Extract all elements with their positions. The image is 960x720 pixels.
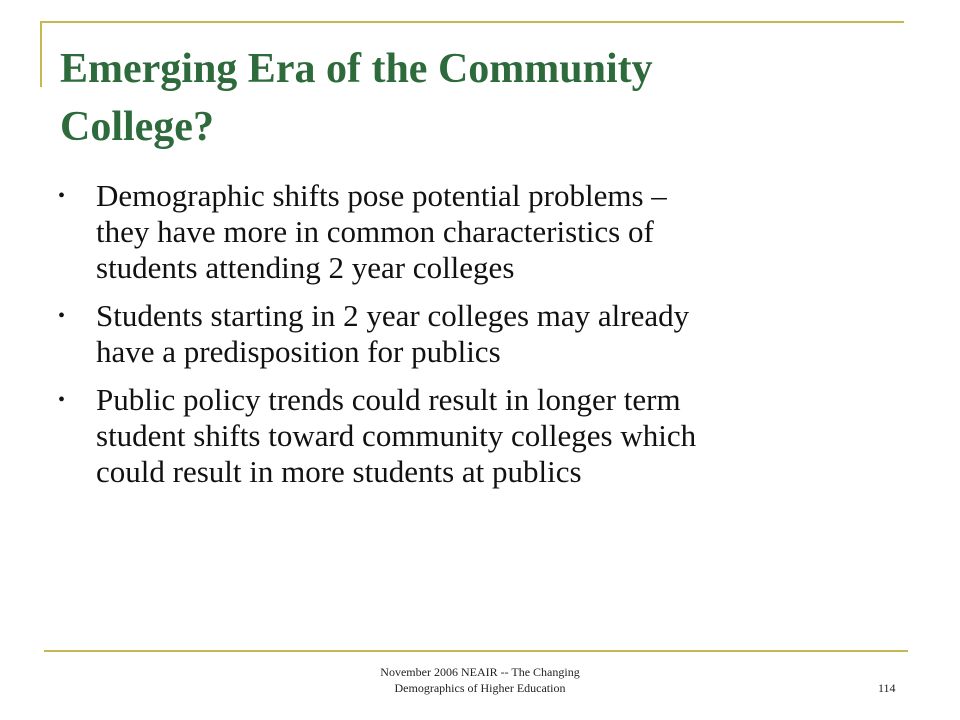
bullet-icon: • (58, 185, 66, 207)
slide-title-line-1: Emerging Era of the Community (60, 46, 653, 92)
bullet-text-line: they have more in common characteristics of (96, 214, 654, 249)
bullet-text-line: students attending 2 year colleges (96, 250, 515, 285)
top-divider (40, 21, 904, 23)
slide-title (60, 40, 920, 156)
bullet-item (58, 298, 908, 370)
slide-title-line-2: College? (60, 104, 214, 150)
bullet-item (58, 178, 908, 286)
bullet-text-line: Public policy trends could result in longer term (96, 382, 681, 417)
footer-line-2: Demographics of Higher Education (394, 681, 566, 695)
bullet-text-line: student shifts toward community colleges which (96, 418, 697, 453)
bottom-divider (44, 650, 908, 652)
bullet-text-line: Demographic shifts pose potential problems – (96, 178, 667, 213)
bullet-list (58, 178, 908, 502)
bullet-text-line: have a predisposition for publics (96, 334, 501, 369)
footer-caption (330, 664, 630, 696)
bullet-text-line: could result in more students at publics (96, 454, 582, 489)
bullet-item (58, 382, 908, 490)
bullet-icon: • (58, 305, 66, 327)
bullet-icon: • (58, 389, 66, 411)
footer-line-1: November 2006 NEAIR -- The Changing (380, 665, 580, 679)
bullet-text-line: Students starting in 2 year colleges may already (96, 298, 690, 333)
left-divider (40, 21, 42, 87)
page-number: 114 (878, 681, 896, 695)
